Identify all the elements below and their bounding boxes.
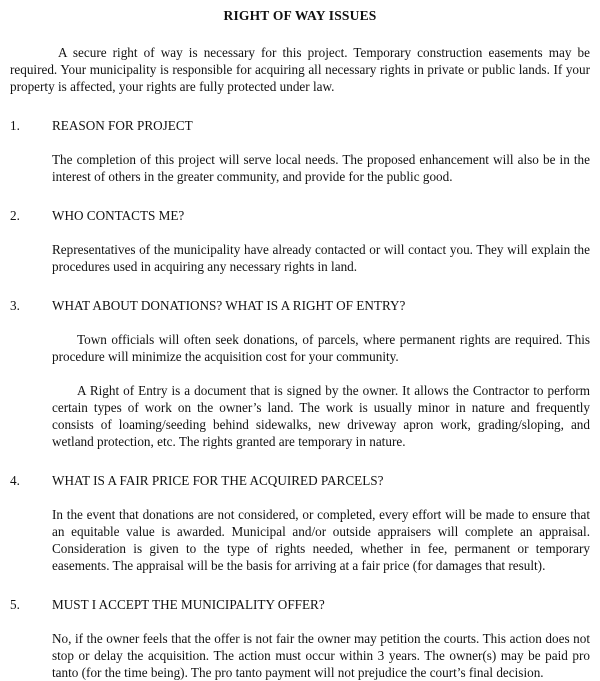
section-number: 5. <box>10 597 20 612</box>
section-1 <box>10 117 590 185</box>
section-heading <box>10 297 590 314</box>
section-heading <box>10 117 590 134</box>
section-title: REASON FOR PROJECT <box>52 118 193 133</box>
section-heading <box>10 596 590 613</box>
section-2 <box>10 207 590 275</box>
document-page <box>0 7 600 680</box>
page-title: RIGHT OF WAY ISSUES <box>223 8 377 23</box>
section-paragraph: The completion of this project will serve local needs. The proposed enhancement will also be in the interest of others in the greater community, and provide for the public good. <box>52 152 590 184</box>
section-5 <box>10 596 590 681</box>
section-number: 2. <box>10 208 20 223</box>
section-title: MUST I ACCEPT THE MUNICIPALITY OFFER? <box>52 597 325 612</box>
section-paragraph: In the event that donations are not considered, or completed, every effort will be made to ensure that an equitable value is awarded. Municipal and/or outside appraisers will complete an appraisal. Consideration is given to the type of rights needed, whether in fee, permanent or temporary easements. The appraisal will be the basis for arriving at a fair price (for damages that result). <box>52 507 590 573</box>
section-title: WHAT ABOUT DONATIONS? WHAT IS A RIGHT OF ENTRY? <box>52 298 406 313</box>
section-paragraph: Town officials will often seek donations, of parcels, where permanent rights are required. This procedure will minimize the acquisition cost for your community. <box>52 332 590 364</box>
section-number: 3. <box>10 298 20 313</box>
section-paragraph: No, if the owner feels that the offer is not fair the owner may petition the courts. This action does not stop or delay the acquisition. The action must occur within 3 years. The owner(s) may be paid pro tanto (for the time being). The pro tanto payment will not prejudice the court’s final decision. <box>52 631 590 680</box>
section-heading <box>10 472 590 489</box>
section-title: WHO CONTACTS ME? <box>52 208 185 223</box>
section-paragraph: Representatives of the municipality have already contacted or will contact you. They will explain the procedures used in acquiring any necessary rights in land. <box>52 242 590 274</box>
section-title: WHAT IS A FAIR PRICE FOR THE ACQUIRED PARCELS? <box>52 473 384 488</box>
intro-paragraph: A secure right of way is necessary for this project. Temporary construction easements may be required. Your municipality is responsible for acquiring all necessary rights in private or public lands. If your property is affected, your rights are fully protected under law. <box>10 45 590 94</box>
section-paragraph: A Right of Entry is a document that is signed by the owner. It allows the Contractor to perform certain types of work on the owner’s land. The work is usually minor in nature and frequently consists of loaming/seeding behind sidewalks, new driveway apron work, grading/sloping, and wetland protection, etc. The rights granted are temporary in nature. <box>52 383 590 449</box>
section-number: 4. <box>10 473 20 488</box>
section-3 <box>10 297 590 450</box>
section-4 <box>10 472 590 574</box>
section-number: 1. <box>10 118 20 133</box>
section-heading <box>10 207 590 224</box>
